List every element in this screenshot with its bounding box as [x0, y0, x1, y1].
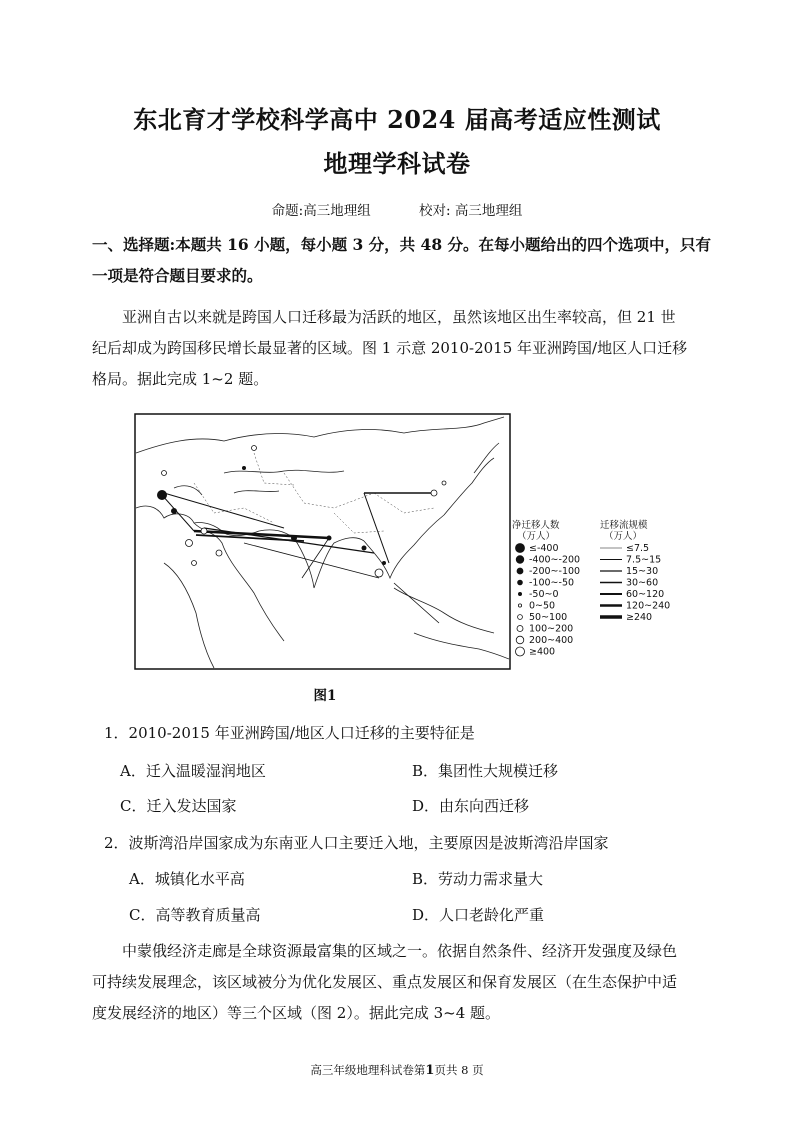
q1-option-a[interactable]: A．迁入温暖湿润地区 — [120, 762, 266, 780]
legend-left-symbol — [518, 580, 523, 585]
footer-suffix: 页共 8 页 — [434, 1063, 484, 1077]
intro1-line1: 亚洲自古以来就是跨国人口迁移最为活跃的地区，虽然该地区出生率较高，但 21 世 — [122, 308, 676, 326]
intro2-line1: 中蒙俄经济走廊是全球资源最富集的区域之一。依据自然条件、经济开发强度及绿色 — [122, 942, 678, 960]
legend-left-symbol — [517, 626, 523, 632]
asia-migration-map — [134, 413, 671, 675]
legend-left-symbol — [517, 568, 523, 574]
intro2-line3: 度发展经济的地区）等三个区域（图 2）。据此完成 3~4 题。 — [92, 1004, 501, 1022]
intro1-line2: 纪后却成为跨国移民增长最显著的区域。图 1 示意 2010-2015 年亚洲跨国/地区人口迁移 — [92, 339, 688, 357]
q1-option-c[interactable]: C．迁入发达国家 — [120, 797, 237, 815]
legend-left-label: 100~200 — [529, 623, 574, 635]
footer-prefix: 高三年级地理科试卷第 — [310, 1063, 426, 1077]
legend-left-label: ≤-400 — [529, 543, 559, 554]
legend-left-unit: （万人） — [517, 531, 556, 542]
legend-right-title: 迁移流规模 — [600, 520, 648, 531]
legend-right-symbols — [600, 548, 622, 617]
exam-subtitle: 地理学科试卷 — [323, 149, 471, 178]
legend-left-label: -50~0 — [529, 589, 559, 600]
legend-left-symbol — [518, 592, 521, 595]
section-heading-line2: 一项是符合题目要求的。 — [92, 266, 263, 285]
legend-left-symbol — [516, 647, 525, 656]
figure1-caption: 图1 — [313, 688, 337, 704]
legend-right-label: 15~30 — [626, 566, 659, 577]
author-label: 命题:高三地理组 — [271, 203, 371, 219]
exam-title: 东北育才学校科学高中 2024 届高考适应性测试 — [133, 105, 661, 134]
legend-left-labels — [529, 543, 580, 658]
legend-left-symbol — [518, 615, 523, 620]
question-2-stem: 2．波斯湾沿岸国家成为东南亚人口主要迁入地，主要原因是波斯湾沿岸国家 — [104, 834, 609, 852]
q1-option-b[interactable]: B．集团性大规模迁移 — [412, 762, 559, 780]
legend-left-symbol — [516, 544, 525, 553]
legend-right-unit: （万人） — [604, 531, 643, 542]
intro-paragraph-1 — [92, 302, 724, 395]
legend-left-label: -200~-100 — [529, 566, 581, 577]
q1-option-d[interactable]: D．由东向西迁移 — [412, 797, 530, 815]
legend-left-title: 净迁移人数 — [512, 520, 560, 531]
intro2-line2: 可持续发展理念，该区域被分为优化发展区、重点发展区和保育发展区（在生态保护中适 — [92, 973, 678, 991]
legend-left-label: ≥400 — [529, 646, 556, 658]
legend-right-label: ≥240 — [626, 612, 653, 623]
legend-left-symbols — [516, 544, 525, 657]
q2-option-d[interactable]: D．人口老龄化严重 — [412, 906, 545, 924]
legend-right-label: ≤7.5 — [626, 543, 650, 554]
legend-right-label: 30~60 — [626, 577, 659, 589]
footer-page-number: 1 — [425, 1063, 435, 1078]
question-1-stem: 1．2010-2015 年亚洲跨国/地区人口迁移的主要特征是 — [104, 724, 475, 742]
intro-paragraph-2 — [92, 936, 724, 1029]
intro1-line3: 格局。据此完成 1~2 题。 — [92, 370, 269, 388]
legend-left-label: 50~100 — [529, 612, 568, 623]
legend-left-symbol — [518, 604, 521, 607]
q2-option-b[interactable]: B．劳动力需求量大 — [412, 870, 544, 888]
q2-option-a[interactable]: A．城镇化水平高 — [129, 870, 245, 888]
legend-left-symbol — [516, 636, 524, 644]
q2-option-c[interactable]: C．高等教育质量高 — [129, 906, 261, 924]
legend-right-label: 60~120 — [626, 589, 665, 600]
legend-left-label: 200~400 — [529, 635, 574, 646]
legend-left-label: -100~-50 — [529, 577, 575, 589]
legend-right-label: 7.5~15 — [626, 554, 662, 566]
legend-left-label: -400~-200 — [529, 554, 581, 566]
legend-left-symbol — [516, 556, 524, 564]
section-heading-line1: 一、选择题:本题共 16 小题，每小题 3 分，共 48 分。在每小题给出的四个选项中，只有 — [92, 235, 712, 254]
proof-label: 校对: 高三地理组 — [419, 203, 523, 219]
page-footer — [0, 1062, 794, 1078]
legend-right-labels — [626, 543, 670, 623]
section-heading — [92, 229, 722, 291]
credits — [0, 199, 794, 219]
legend-right-label: 120~240 — [626, 600, 671, 612]
legend-left-label: 0~50 — [529, 600, 556, 612]
